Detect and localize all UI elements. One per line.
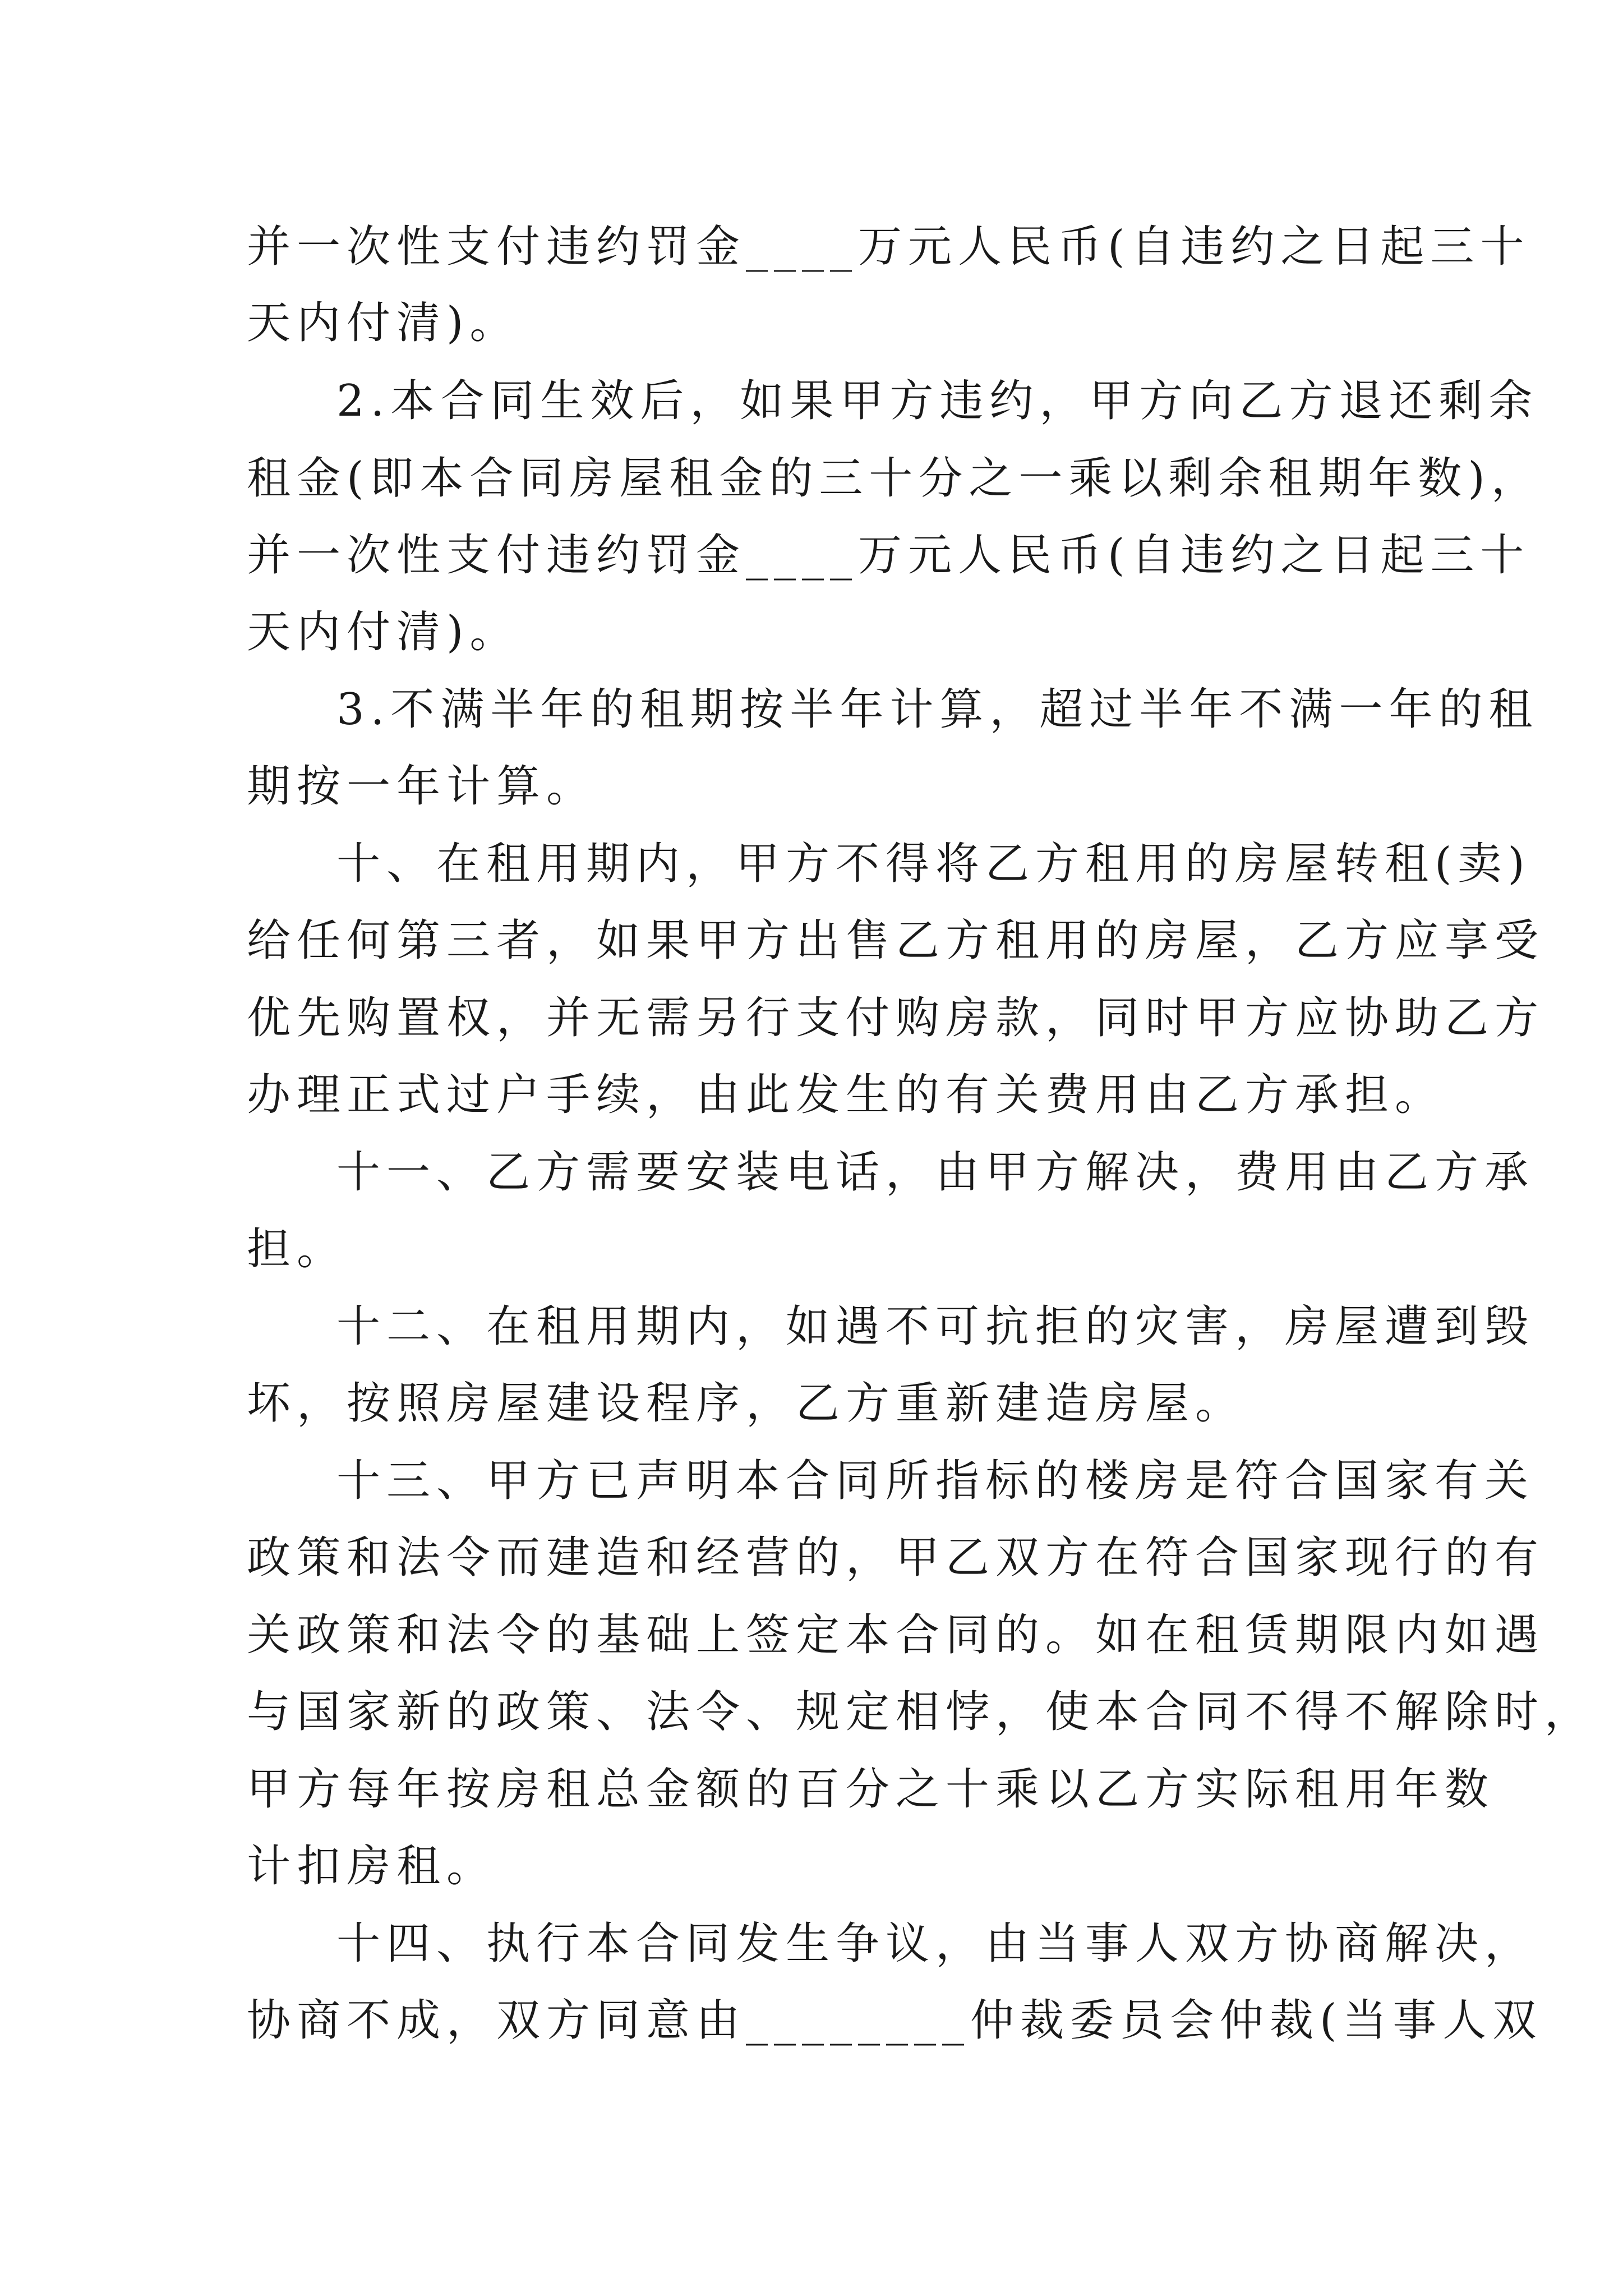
text-line: 2.本合同生效后，如果甲方违约，甲方向乙方退还剩余 [336, 376, 1539, 426]
text-line: 3.不满半年的租期按半年计算，超过半年不满一年的租 [336, 684, 1539, 735]
text-line: 协商不成，双方同意由________仲裁委员会仲裁(当事人双 [247, 1995, 1543, 2046]
text-line: 并一次性支付违约罚金____万元人民币(自违约之日起三十 [247, 222, 1530, 272]
text-line: 天内付清)。 [247, 607, 520, 657]
text-line: 优先购置权，并无需另行支付购房款，同时甲方应协助乙方 [247, 993, 1545, 1043]
text-line: 政策和法令而建造和经营的，甲乙双方在符合国家现行的有 [247, 1533, 1545, 1583]
text-line: 坏，按照房屋建设程序，乙方重新建造房屋。 [247, 1378, 1246, 1429]
text-line: 办理正式过户手续，由此发生的有关费用由乙方承担。 [247, 1070, 1445, 1120]
text-line: 十三、甲方已声明本合同所指标的楼房是符合国家有关 [336, 1456, 1535, 1506]
text-line: 十、在租用期内，甲方不得将乙方租用的房屋转租(卖) [336, 839, 1531, 889]
text-line: 租金(即本合同房屋租金的三十分之一乘以剩余租期年数)， [247, 453, 1541, 504]
text-line: 并一次性支付违约罚金____万元人民币(自违约之日起三十 [247, 530, 1530, 581]
text-line: 给任何第三者，如果甲方出售乙方租用的房屋，乙方应享受 [247, 915, 1545, 966]
text-line: 十一、乙方需要安装电话，由甲方解决，费用由乙方承 [336, 1147, 1535, 1198]
text-line: 天内付清)。 [247, 298, 520, 348]
text-line: 关政策和法令的基础上签定本合同的。如在租赁期限内如遇 [247, 1610, 1545, 1660]
text-line: 十四、执行本合同发生争议，由当事人双方协商解决， [336, 1918, 1535, 1969]
text-line: 十二、在租用期内，如遇不可抗拒的灾害，房屋遭到毁 [336, 1301, 1535, 1352]
text-line: 担。 [247, 1224, 347, 1274]
text-line: 与国家新的政策、法令、规定相悖，使本合同不得不解除时， [247, 1687, 1595, 1737]
text-line: 计扣房租。 [247, 1841, 497, 1892]
text-line: 期按一年计算。 [247, 761, 597, 812]
text-line: 甲方每年按房租总金额的百分之十乘以乙方实际租用年数 [247, 1764, 1495, 1815]
